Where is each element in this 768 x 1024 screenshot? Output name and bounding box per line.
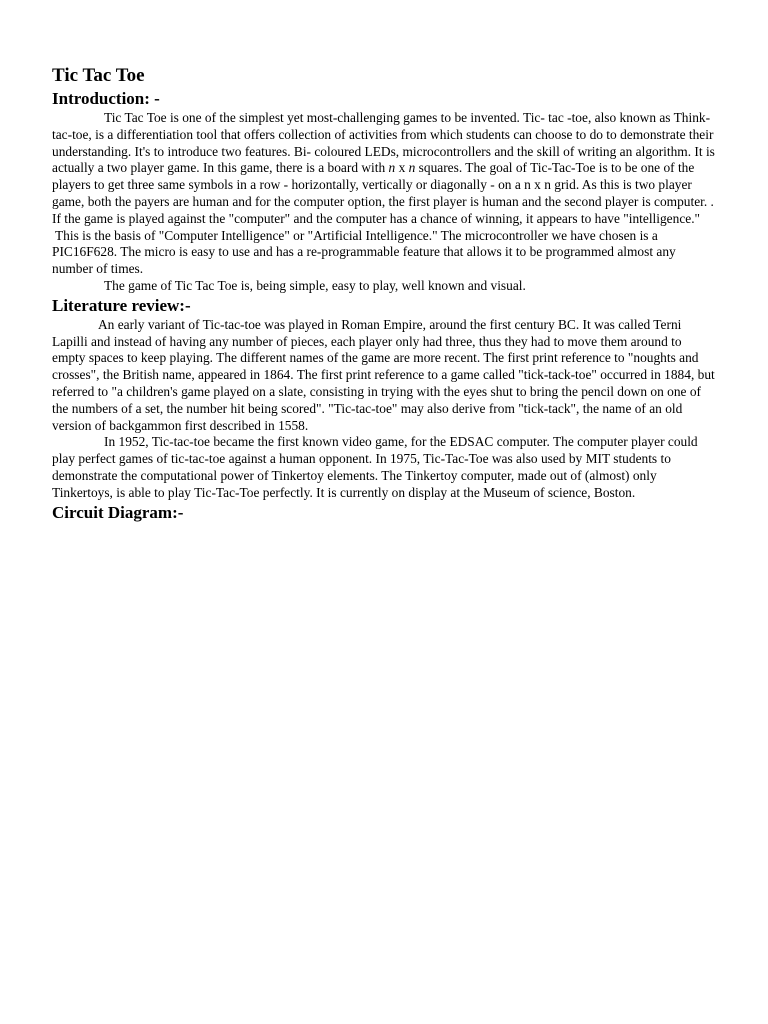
intro-text-a: Tic Tac Toe is one of the simplest yet most-challenging games to be invented. Tic- tac -toe, also known as Think-tac-toe, is a differentiation tool that offers collection of activities from which students can choose to do to demonstrate their understanding. It's to introduce two features. Bi- coloured LEDs, microcontrollers and the skill of writing an algorithm. It is actually a two player game. In this game, there is a board with — [52, 110, 715, 176]
introduction-heading: Introduction: - — [52, 89, 160, 108]
document-page — [52, 64, 716, 524]
circuit-diagram-heading: Circuit Diagram:- — [52, 502, 184, 522]
introduction-paragraph-2: This is the basis of "Computer Intelligence" or "Artificial Intelligence." The microcontroller we have chosen is a PIC16F628. The micro is easy to use and has a re-programmable feature that allows it to be programmed almost any number of times. — [52, 227, 676, 277]
literature-review-heading: Literature review:- — [52, 295, 191, 315]
intro-var-n2: n — [408, 160, 416, 176]
intro-text-b: squares. The goal of Tic-Tac-Toe is to be one of the players to get three same symbols in a row - horizontally, vertically or diagonally - on a n x n grid. As this is two player game, both the payers are human and for the computer option, the first player is human and the second player is computer. . If the game is played against the "computer" and the computer has a chance of winning, it appears to have "intelligence." — [52, 160, 714, 226]
literature-review-paragraph-1: An early variant of Tic-tac-toe was played in Roman Empire, around the first century BC. It was called Terni Lapilli and instead of having any number of pieces, each player only had three, thus they had to move them around to empty spaces to keep playing. The different names of the game are more recent. The first print reference to "noughts and crosses", the British name, appeared in 1864. The first print reference to a game called "tick-tack-toe" occurred in 1884, but referred to "a children's game played on a slate, consisting in trying with the eyes shut to bring the pencil down on one of the numbers of a set, the number hit being scored". "Tic-tac-toe" may also derive from "tick-tack", the name of an old version of backgammon first described in 1558. — [52, 316, 715, 433]
introduction-paragraph-3: The game of Tic Tac Toe is, being simple, easy to play, well known and visual. — [104, 277, 526, 293]
intro-var-n1: n — [388, 160, 396, 176]
document-title: Tic Tac Toe — [52, 65, 145, 86]
introduction-paragraph-1 — [52, 110, 716, 228]
literature-review-paragraph-2: In 1952, Tic-tac-toe became the first known video game, for the EDSAC computer. The computer player could play perfect games of tic-tac-toe against a human opponent. In 1975, Tic-Tac-Toe was also used by MIT students to demonstrate the computational power of Tinkertoy elements. The Tinkertoy computer, made out of (almost) only Tinkertoys, is able to play Tic-Tac-Toe perfectly. It is currently on display at the Museum of science, Boston. — [52, 434, 698, 500]
intro-text-x: x — [395, 160, 409, 176]
